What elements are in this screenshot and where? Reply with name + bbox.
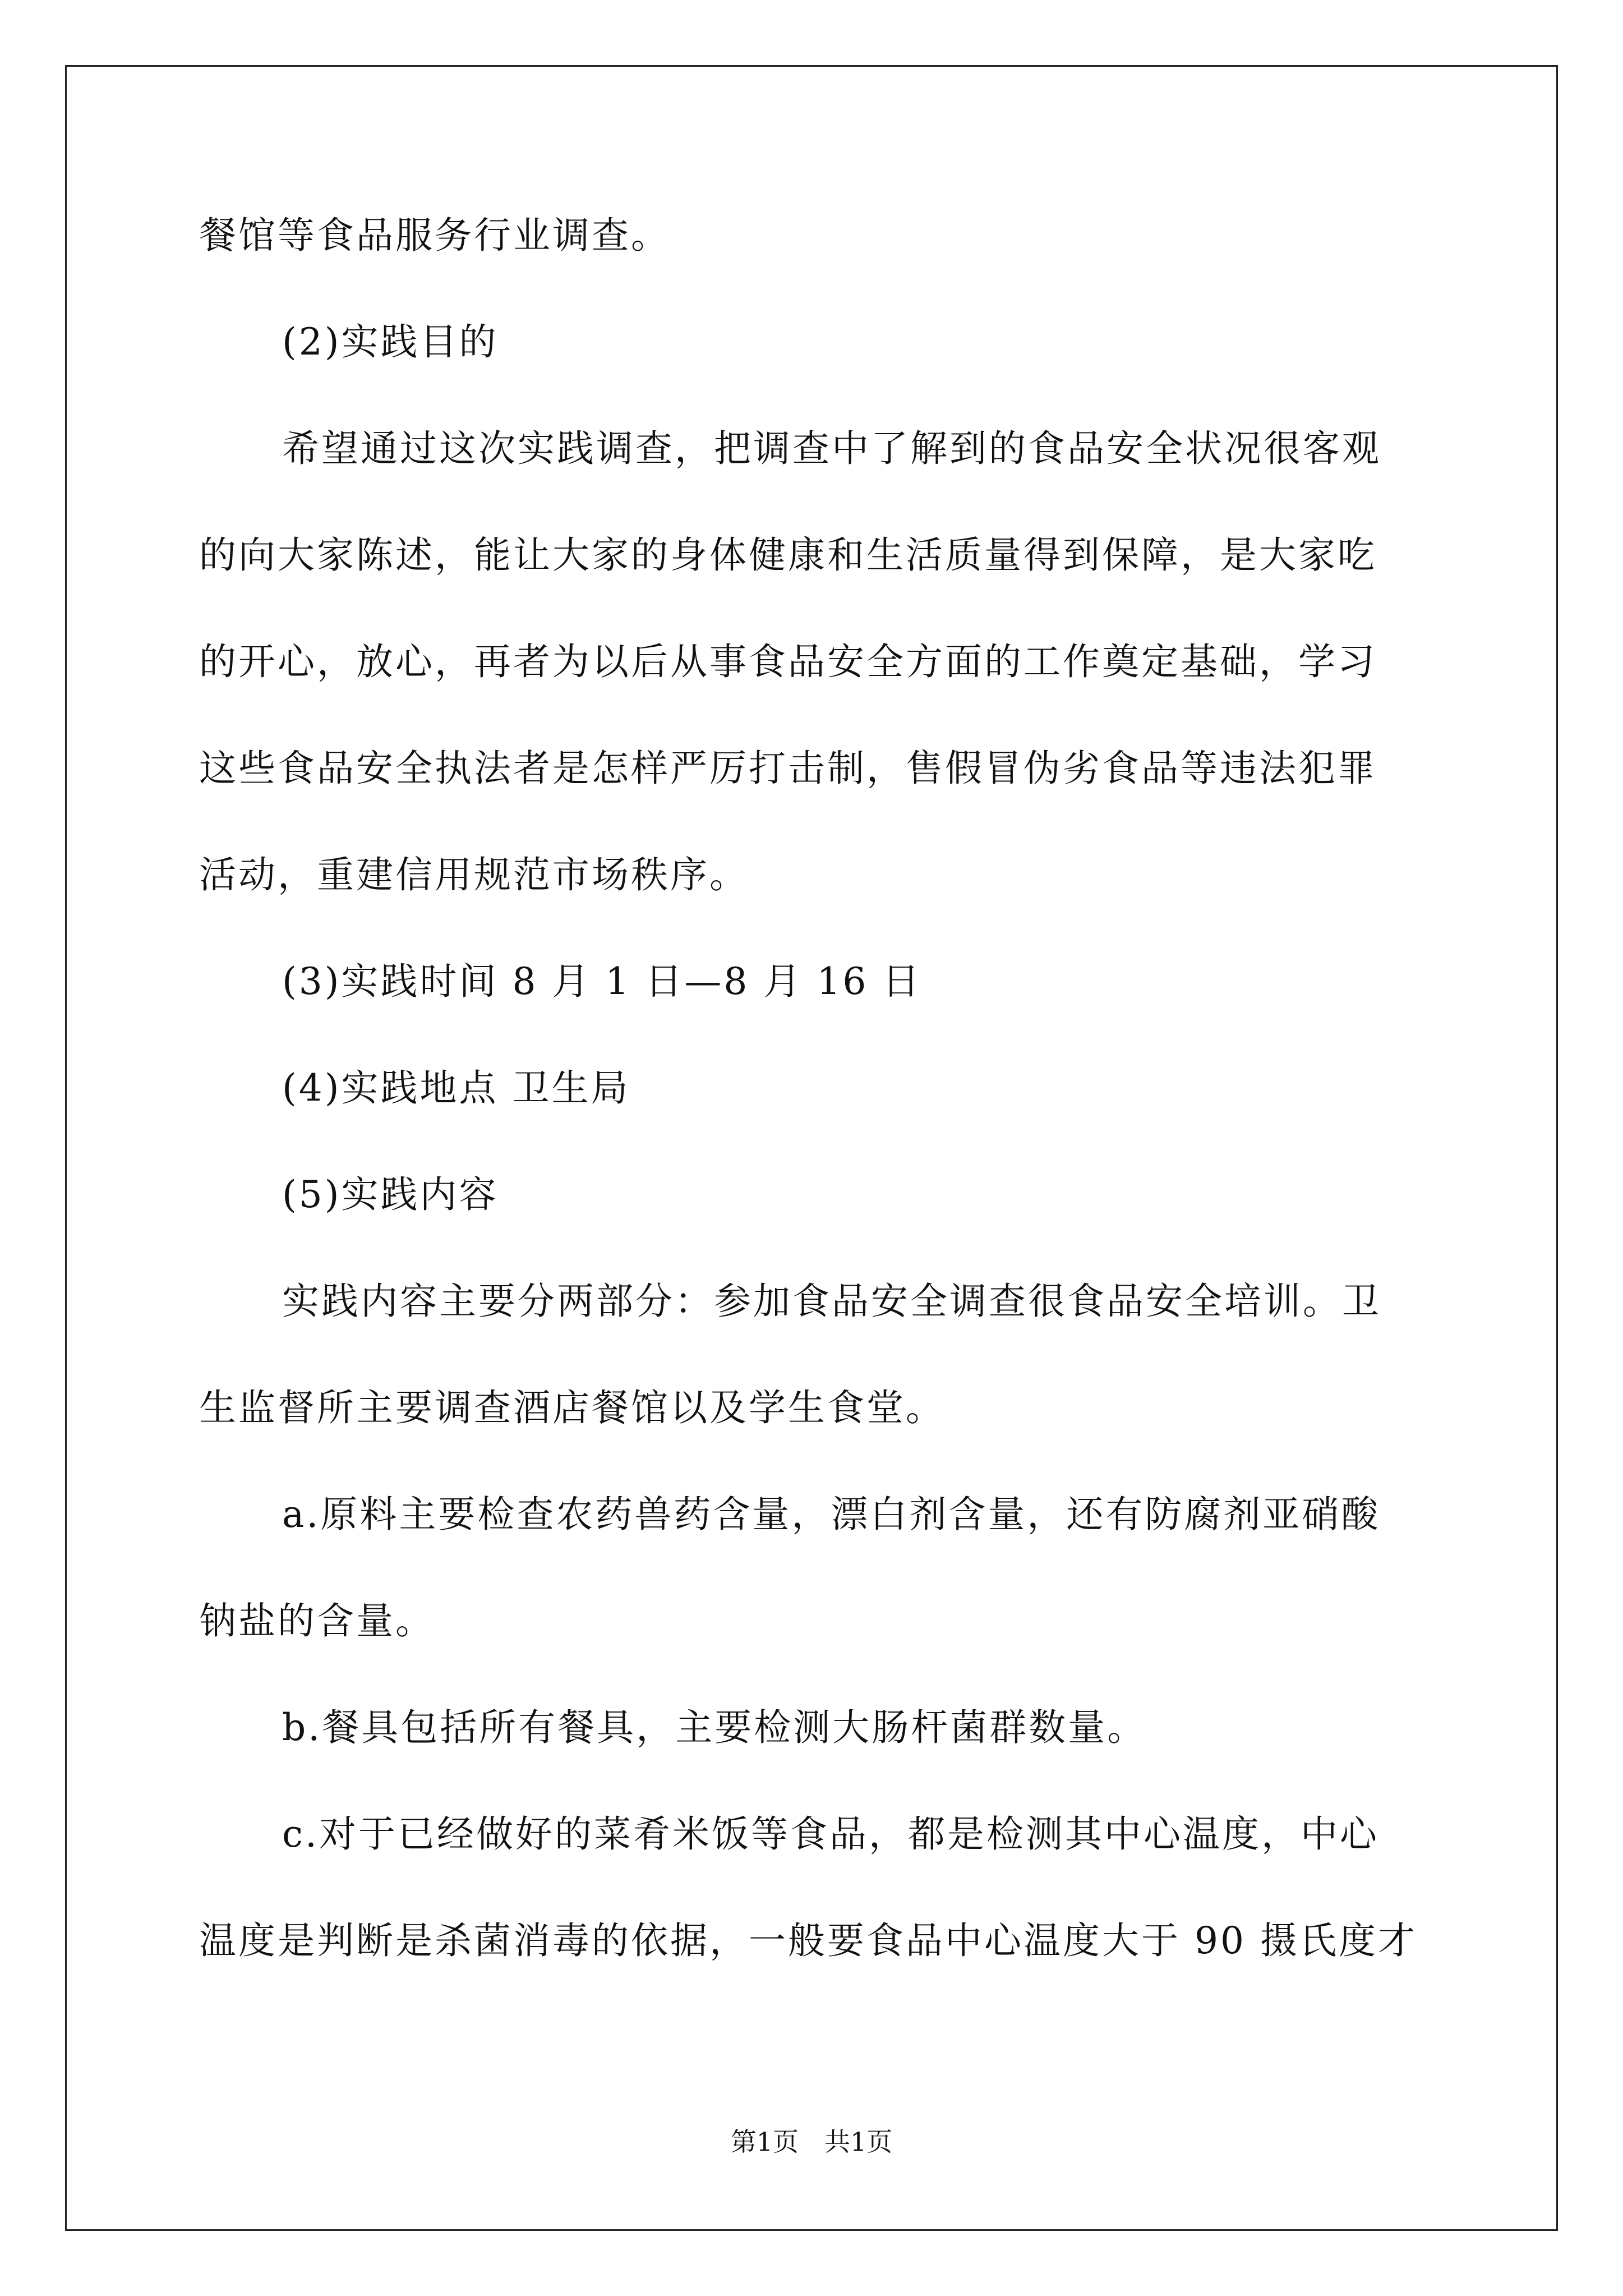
text-line: 活动，重建信用规范市场秩序。	[199, 853, 749, 896]
page-border	[65, 65, 1558, 2231]
text-line: 钠盐的含量。	[199, 1599, 435, 1642]
text-line: 餐馆等食品服务行业调查。	[199, 214, 670, 257]
text-line: 的向大家陈述，能让大家的身体健康和生活质量得到保障，是大家吃	[199, 533, 1377, 577]
section-heading: (2)实践目的	[282, 320, 499, 364]
text-line: b.餐具包括所有餐具，主要检测大肠杆菌群数量。	[282, 1706, 1147, 1749]
text-line: 温度是判断是杀菌消毒的依据，一般要食品中心温度大于 90 摄氏度才	[199, 1919, 1417, 1962]
text-line: 实践内容主要分两部分：参加食品安全调查很食品安全培训。卫	[282, 1280, 1381, 1323]
text-line: 生监督所主要调查酒店餐馆以及学生食堂。	[199, 1386, 945, 1429]
section-heading: (4)实践地点 卫生局	[282, 1066, 630, 1110]
section-heading: (5)实践内容	[282, 1173, 499, 1216]
text-line: c.对于已经做好的菜肴米饭等食品，都是检测其中心温度，中心	[282, 1812, 1379, 1856]
section-heading: (3)实践时间 8 月 1 日—8 月 16 日	[282, 960, 922, 1003]
page-footer: 第1页 共1页	[730, 2127, 893, 2157]
text-line: 的开心，放心，再者为以后从事食品安全方面的工作奠定基础，学习	[199, 640, 1377, 683]
text-line: a.原料主要检查农药兽药含量，漂白剂含量，还有防腐剂亚硝酸	[282, 1493, 1381, 1536]
text-line: 希望通过这次实践调查，把调查中了解到的食品安全状况很客观	[282, 427, 1381, 470]
text-line: 这些食品安全执法者是怎样严厉打击制，售假冒伪劣食品等违法犯罪	[199, 747, 1377, 790]
